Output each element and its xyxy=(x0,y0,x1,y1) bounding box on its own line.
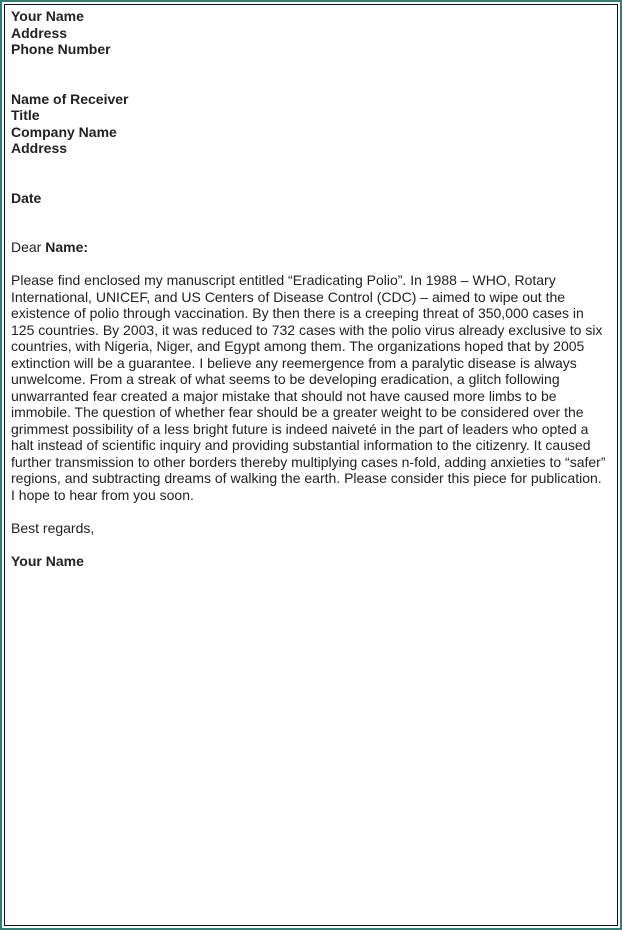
receiver-title: Title xyxy=(11,107,40,123)
body-line: grimmest possibility of a less bright future is indeed naiveté in the part of leaders who opted a xyxy=(11,420,589,437)
sender-name: Your Name xyxy=(11,8,84,24)
body-line: existence of polio through vaccination. By then there is a creeping threat of 350,000 cases in xyxy=(11,305,584,321)
page-border xyxy=(4,4,618,926)
sender-address: Address xyxy=(11,24,68,41)
body-line: Please find enclosed my manuscript entitled “Eradicating Polio”. In 1988 – WHO, Rotary xyxy=(11,272,556,288)
signature-name: Your Name xyxy=(11,552,84,569)
body-line: 125 countries. By 2003, it was reduced to 732 cases with the polio virus already exclusive to six xyxy=(11,321,603,338)
salutation-prefix: Dear xyxy=(11,239,46,255)
body-line: unwarranted fear created a major mistake that should not have caused more limbs to be xyxy=(11,387,557,404)
spacer xyxy=(11,536,621,553)
body-line: unwelcome. From a streak of what seems to be developing eradication, a glitch following xyxy=(11,371,560,387)
spacer xyxy=(11,58,621,91)
body-line: immobile. The question of whether fear should be a greater weight to be considered over the xyxy=(11,404,584,420)
spacer xyxy=(11,256,621,273)
sender-block xyxy=(11,8,621,58)
body-line: halt instead of scientific inquiry and providing substantial information to the citizenry. It caused xyxy=(11,437,591,453)
salutation xyxy=(11,239,621,256)
spacer xyxy=(11,206,621,239)
sender-phone: Phone Number xyxy=(11,41,111,57)
salutation-name: Name: xyxy=(45,239,89,255)
letter-body xyxy=(11,272,621,503)
receiver-block xyxy=(11,91,621,157)
spacer xyxy=(11,157,621,190)
body-line: I hope to hear from you soon. xyxy=(11,486,194,503)
receiver-address: Address xyxy=(11,140,68,156)
cover-letter xyxy=(11,8,621,569)
letter-date: Date xyxy=(11,189,42,206)
receiver-name: Name of Receiver xyxy=(11,90,129,107)
body-line: regions, and subtracting dreams of walking the earth. Please consider this piece for publication. xyxy=(11,470,602,486)
body-line: extinction will be a guarantee. I believe any reemergence from a paralytic disease is always xyxy=(11,354,577,371)
closing: Best regards, xyxy=(11,519,95,536)
spacer xyxy=(11,503,621,520)
body-line: countries, with Nigeria, Niger, and Egypt among them. The organizations hoped that by 2005 xyxy=(11,338,585,354)
body-line: International, UNICEF, and US Centers of Disease Control (CDC) – aimed to wipe out the xyxy=(11,288,566,305)
body-line: further transmission to other borders thereby multiplying cases n-fold, adding anxieties to “safer” xyxy=(11,453,606,470)
receiver-company: Company Name xyxy=(11,123,117,140)
